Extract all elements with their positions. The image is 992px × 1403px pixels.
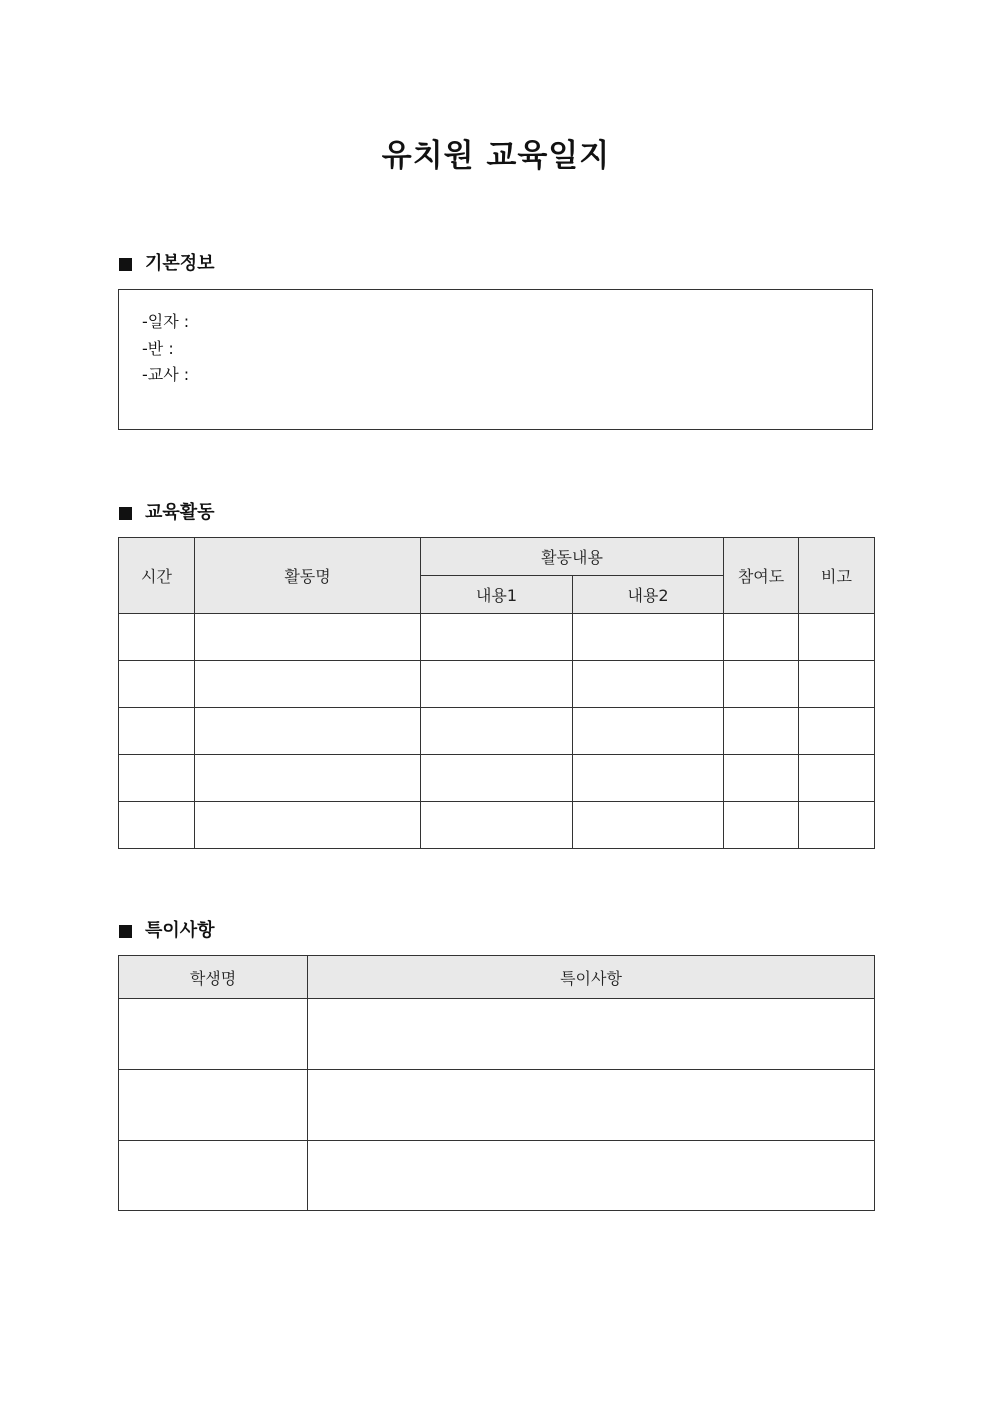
table-row [119, 614, 875, 661]
cell-content-2[interactable] [573, 614, 724, 661]
cell-content-1[interactable] [421, 802, 573, 849]
cell-activity-name[interactable] [195, 708, 421, 755]
cell-special-notes[interactable] [308, 999, 875, 1070]
cell-participation[interactable] [724, 802, 799, 849]
cell-student-name[interactable] [119, 1141, 308, 1211]
cell-participation[interactable] [724, 708, 799, 755]
header-student-name: 학생명 [119, 956, 308, 999]
cell-special-notes[interactable] [308, 1070, 875, 1141]
activity-table [118, 537, 875, 849]
cell-activity-name[interactable] [195, 614, 421, 661]
cell-activity-name[interactable] [195, 755, 421, 802]
cell-activity-name[interactable] [195, 661, 421, 708]
square-bullet-icon [119, 925, 132, 938]
cell-remarks[interactable] [799, 755, 875, 802]
cell-content-2[interactable] [573, 661, 724, 708]
square-bullet-icon [119, 258, 132, 271]
section-heading-special-notes [119, 919, 215, 943]
cell-participation[interactable] [724, 755, 799, 802]
header-content-1: 내용1 [421, 576, 573, 614]
cell-content-2[interactable] [573, 708, 724, 755]
cell-content-1[interactable] [421, 708, 573, 755]
section-heading-label: 기본정보 [145, 253, 215, 274]
section-heading-basic-info [119, 252, 215, 276]
cell-participation[interactable] [724, 614, 799, 661]
table-row [119, 999, 875, 1070]
section-heading-label: 교육활동 [145, 502, 215, 523]
cell-student-name[interactable] [119, 999, 308, 1070]
square-bullet-icon [119, 507, 132, 520]
cell-remarks[interactable] [799, 802, 875, 849]
cell-content-2[interactable] [573, 802, 724, 849]
header-time: 시간 [119, 538, 195, 614]
table-row [119, 708, 875, 755]
header-special-notes: 특이사항 [308, 956, 875, 999]
document-title: 유치원 교육일지 [381, 138, 611, 174]
cell-remarks[interactable] [799, 661, 875, 708]
header-activity-name: 활동명 [195, 538, 421, 614]
cell-remarks[interactable] [799, 614, 875, 661]
table-row [119, 661, 875, 708]
cell-participation[interactable] [724, 661, 799, 708]
cell-content-1[interactable] [421, 614, 573, 661]
cell-time[interactable] [119, 755, 195, 802]
table-row [119, 755, 875, 802]
class-field-label: -반 : [142, 338, 174, 358]
cell-remarks[interactable] [799, 708, 875, 755]
special-notes-table [118, 955, 875, 1211]
cell-time[interactable] [119, 614, 195, 661]
cell-time[interactable] [119, 802, 195, 849]
table-row [119, 802, 875, 849]
date-field-label: -일자 : [142, 312, 190, 331]
cell-content-1[interactable] [421, 661, 573, 708]
header-content-2: 내용2 [573, 576, 724, 614]
section-heading-activities [119, 501, 215, 525]
table-row [119, 1141, 875, 1211]
table-row [119, 1070, 875, 1141]
basic-info-box [118, 289, 873, 430]
cell-content-1[interactable] [421, 755, 573, 802]
cell-student-name[interactable] [119, 1070, 308, 1141]
header-activity-content: 활동내용 [421, 538, 724, 576]
header-remarks: 비고 [799, 538, 875, 614]
cell-time[interactable] [119, 708, 195, 755]
cell-special-notes[interactable] [308, 1141, 875, 1211]
teacher-field-label: -교사 : [142, 365, 190, 384]
cell-activity-name[interactable] [195, 802, 421, 849]
cell-content-2[interactable] [573, 755, 724, 802]
section-heading-label: 특이사항 [145, 920, 215, 941]
cell-time[interactable] [119, 661, 195, 708]
header-participation: 참여도 [724, 538, 799, 614]
